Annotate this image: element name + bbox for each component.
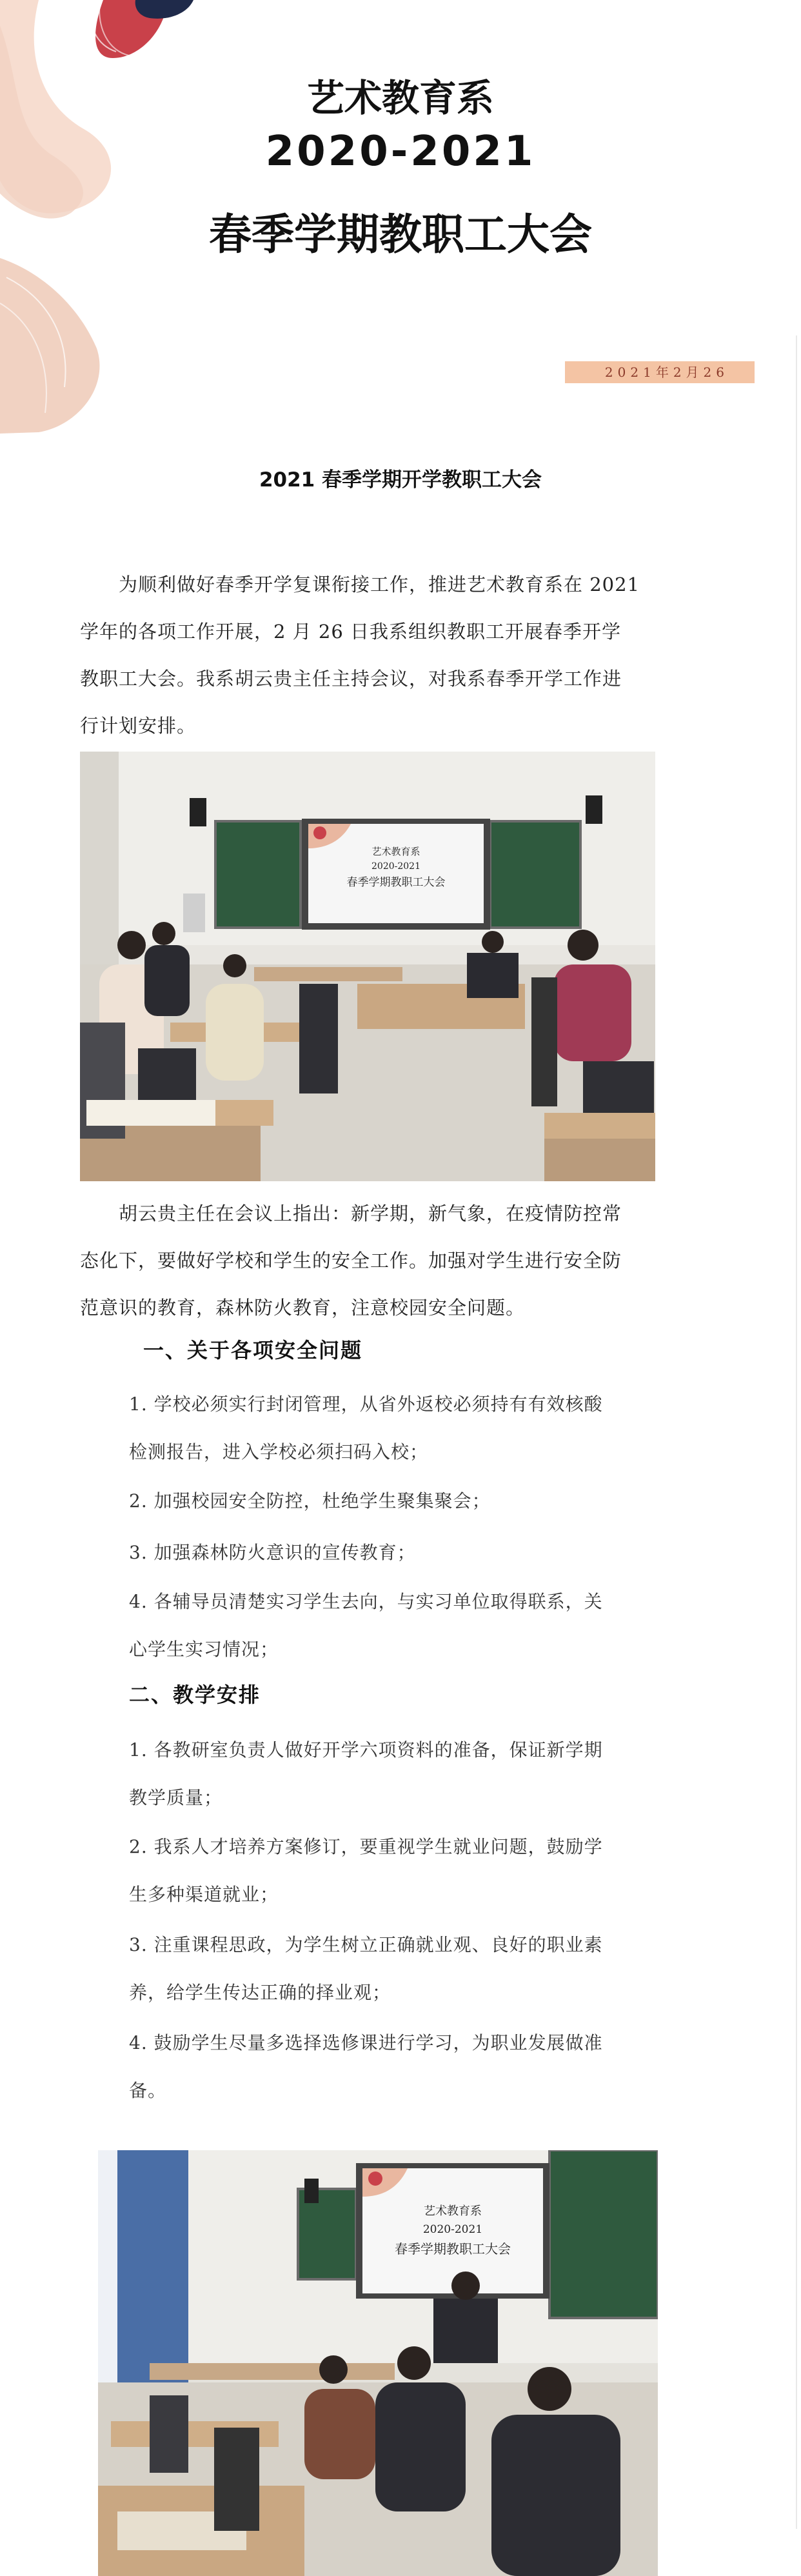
page-title-line-3: 春季学期教职工大会	[209, 209, 592, 259]
summary-line: 胡云贵主任在会议上指出：新学期，新气象，在疫情防控常	[119, 1203, 622, 1224]
list-item: 2. 我系人才培养方案修订，要重视学生就业问题，鼓励学 生多种渠道就业；	[129, 1836, 603, 1905]
list-item: 4. 各辅导员清楚实习学生去向，与实习单位取得联系，关 心学生实习情况；	[129, 1591, 603, 1660]
list-item: 1. 学校必须实行封闭管理，从省外返校必须持有有效核酸 检测报告，进入学校必须扫码入校；	[129, 1393, 603, 1463]
summary-line: 态化下，要做好学校和学生的安全工作。加强对学生进行安全防	[80, 1250, 622, 1272]
meeting-photo-1	[80, 752, 655, 1181]
list-item: 3. 加强森林防火意识的宣传教育；	[129, 1542, 416, 1563]
screen-title-line-1: 艺术教育系	[371, 846, 420, 857]
screen-title-line-2: 2020-2021	[371, 861, 420, 872]
page-edge-rule	[796, 335, 797, 2529]
list-item: 4. 鼓励学生尽量多选择选修课进行学习，为职业发展做准 备。	[129, 2032, 603, 2101]
screen-title-line-1: 艺术教育系	[424, 2204, 482, 2218]
date-badge: 2021年2月26	[565, 361, 755, 383]
section-title-teaching: 二、教学安排	[129, 1682, 261, 1707]
summary-paragraph	[80, 1190, 668, 1332]
intro-line: 教职工大会。我系胡云贵主任主持会议，对我系春季开学工作进	[80, 668, 622, 690]
intro-paragraph	[80, 561, 668, 750]
article-heading: 2021 春季学期开学教职工大会	[259, 468, 542, 492]
summary-line: 范意识的教育，森林防火教育，注意校园安全问题。	[80, 1297, 526, 1319]
list-item: 1. 各教研室负责人做好开学六项资料的准备，保证新学期 教学质量；	[129, 1739, 603, 1808]
section-title-safety: 一、关于各项安全问题	[143, 1338, 363, 1363]
intro-line: 为顺利做好春季开学复课衔接工作，推进艺术教育系在 2021	[119, 574, 640, 595]
screen-title-line-2: 2020-2021	[422, 2223, 483, 2236]
intro-line: 行计划安排。	[80, 715, 197, 737]
screen-title-line-3: 春季学期教职工大会	[346, 876, 446, 889]
page-title-line-2: 2020-2021	[265, 128, 536, 175]
meeting-photo-2	[98, 2150, 658, 2576]
intro-line: 学年的各项工作开展，2 月 26 日我系组织教职工开展春季开学	[80, 621, 622, 643]
list-item: 3. 注重课程思政，为学生树立正确就业观、良好的职业素 养，给学生传达正确的择业观；	[129, 1934, 603, 2003]
screen-title-line-3: 春季学期教职工大会	[395, 2241, 511, 2257]
list-item: 2. 加强校园安全防控，杜绝学生聚集聚会；	[129, 1490, 491, 1512]
page-title-line-1: 艺术教育系	[306, 76, 494, 120]
